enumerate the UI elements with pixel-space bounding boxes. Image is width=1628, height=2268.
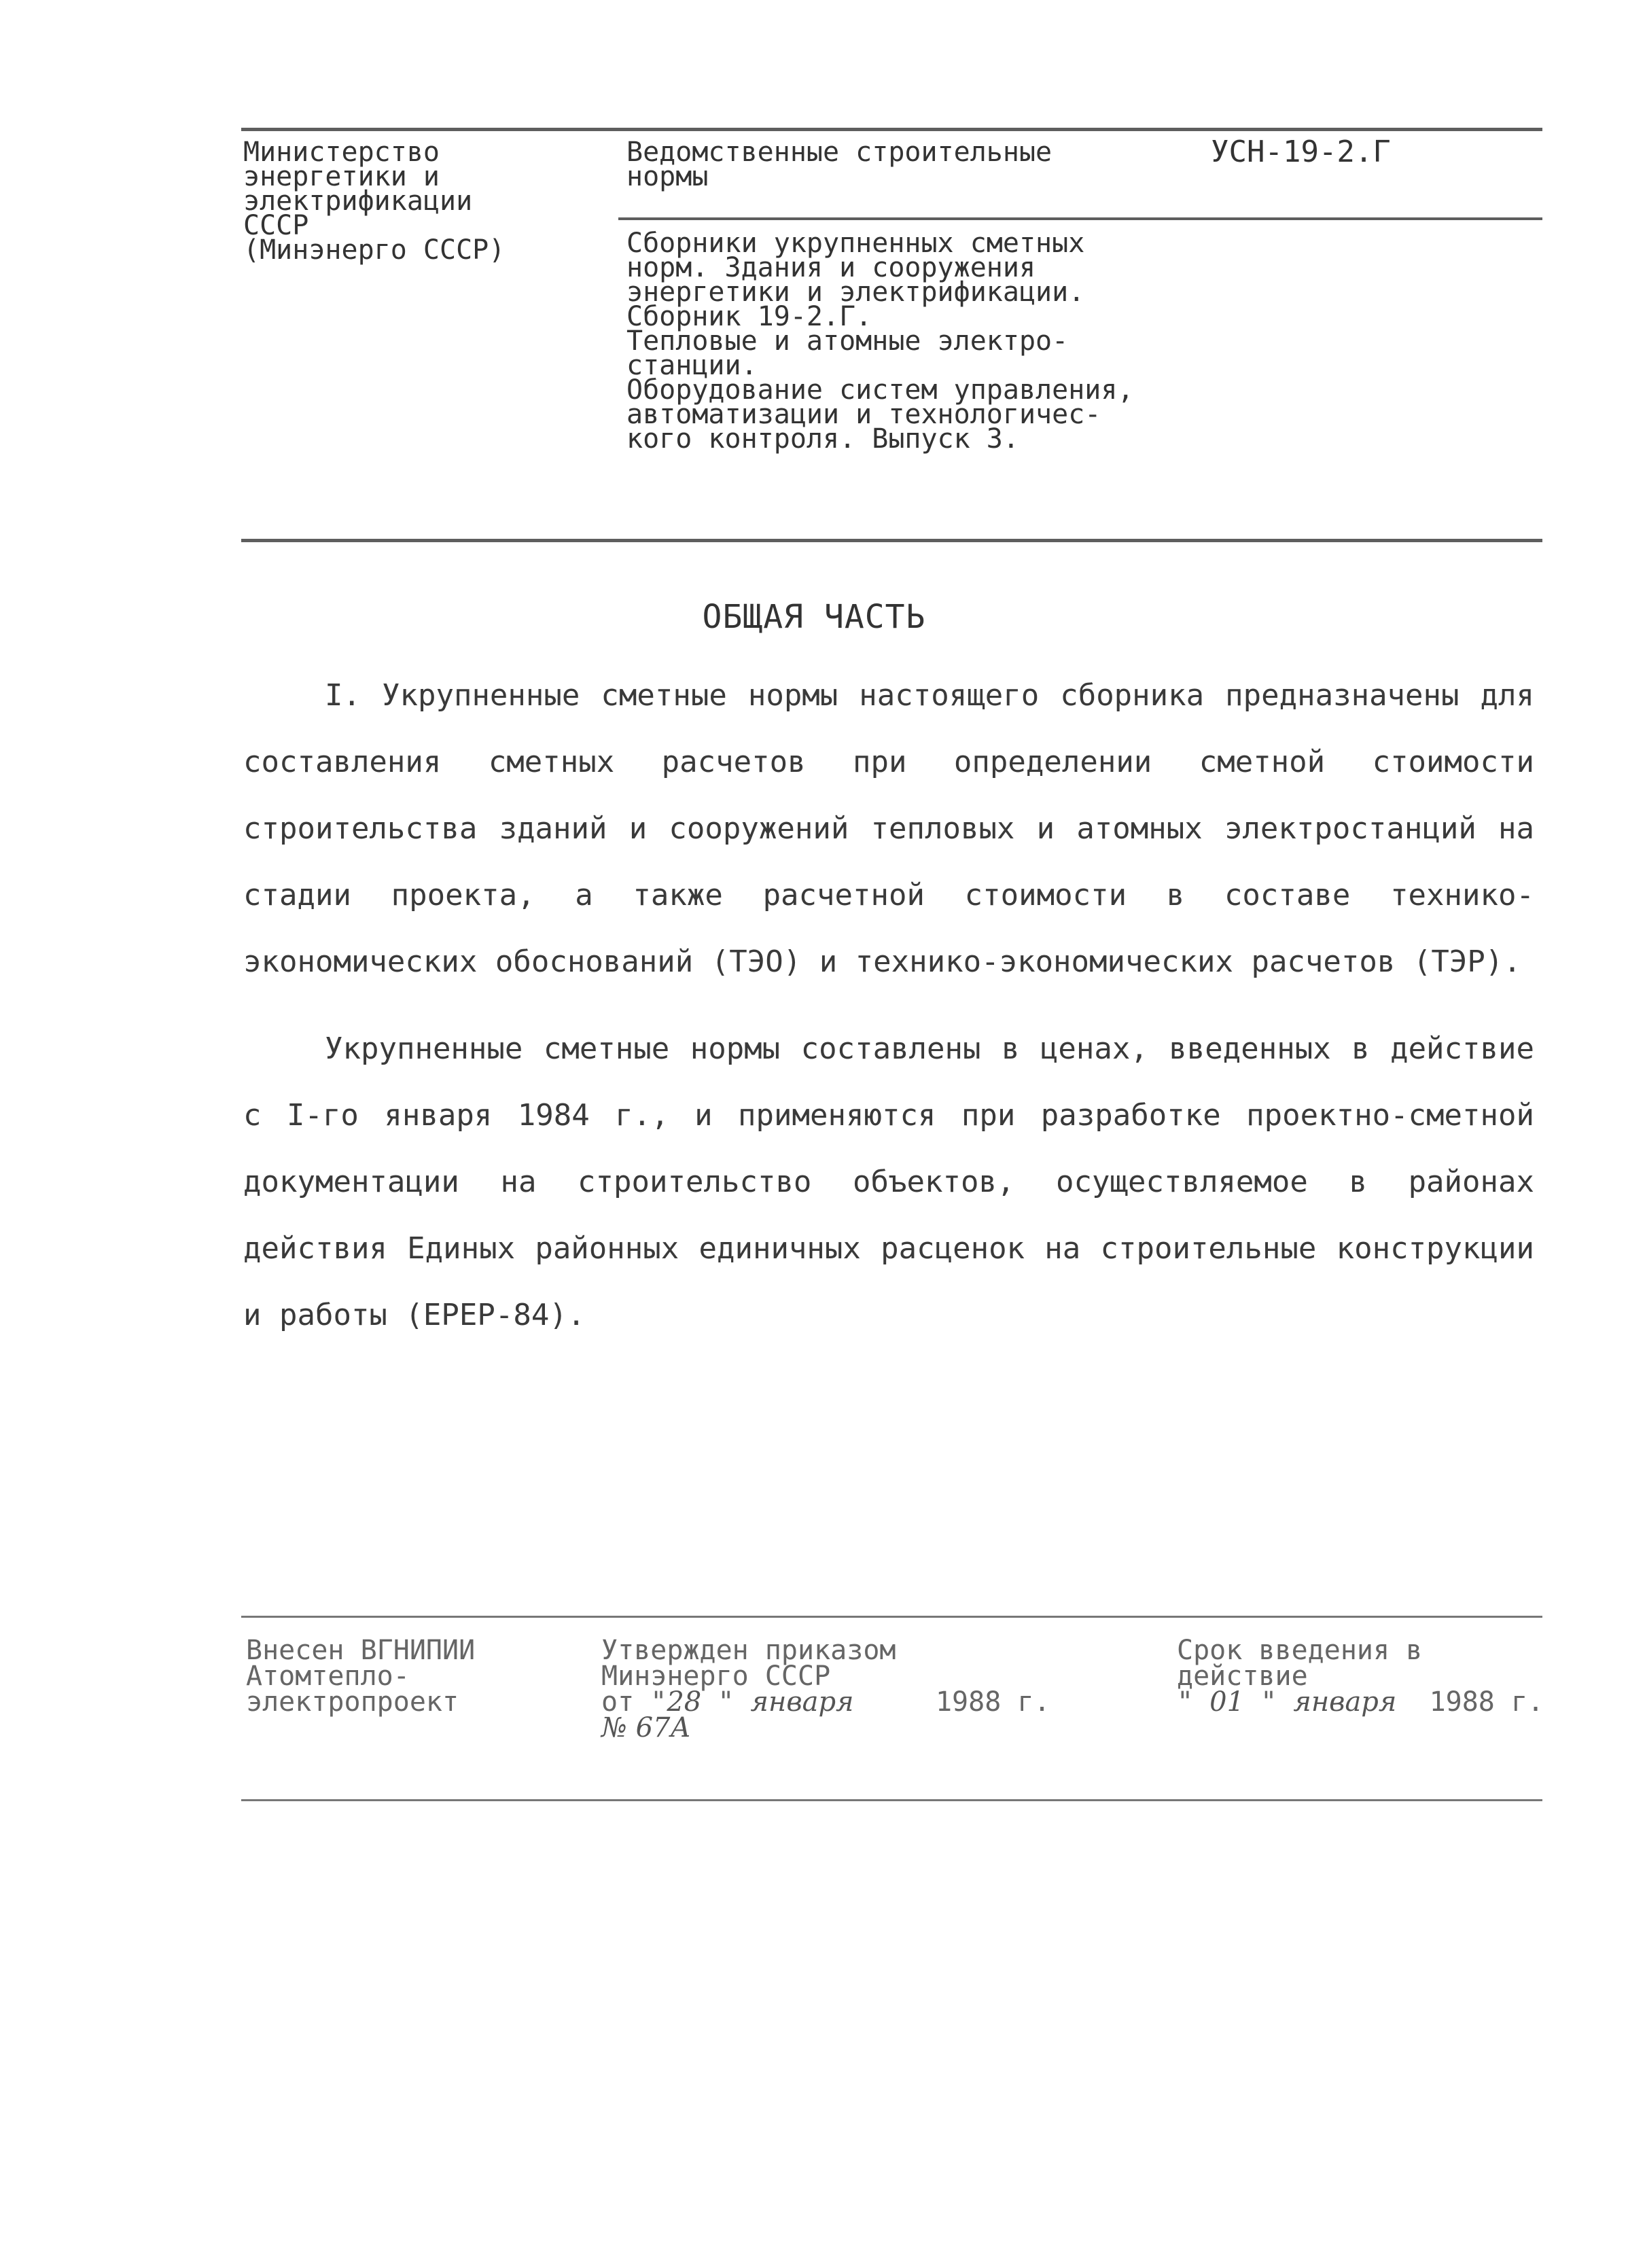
effective-date-block: Срок введения в действие " 01 " января 1988 г. — [1177, 1635, 1544, 1718]
collection-line: Сборник 19-2.Г. — [626, 301, 872, 332]
vsn-block — [626, 137, 1052, 192]
paragraph-text: I. Укрупненные сметные нормы настоящего сборника предназначены для составления сметных расчетов при определении сметной стоимости строительства зданий и сооружений тепловых и атомных электростанций на стадии проекта, а также расчетной стоимости в составе технико-экономических обоснований (ТЭО) и технико-экономических расчетов (ТЭР). — [243, 678, 1534, 979]
header-divider — [618, 217, 1542, 220]
collection-line: Тепловые и атомные электро- — [626, 325, 1069, 357]
approved-from: от " — [601, 1686, 667, 1718]
footer-bottom-rule — [241, 1799, 1542, 1801]
introduced-by-block — [246, 1635, 476, 1718]
collection-block — [626, 228, 1134, 455]
ministry-line: Министерство — [243, 137, 440, 168]
collection-line: станции. — [626, 350, 758, 381]
vsn-line: нормы — [626, 161, 709, 192]
effective-year: 1988 г. — [1429, 1686, 1544, 1718]
section-title: ОБЩАЯ ЧАСТЬ — [702, 598, 926, 636]
introduced-line: Атомтеплo- — [246, 1661, 410, 1692]
document-code: УСН-19-2.Г — [1211, 135, 1391, 169]
vsn-line: Ведомственные строительные — [626, 137, 1052, 168]
top-rule — [241, 128, 1542, 131]
effective-day: 01 — [1209, 1686, 1245, 1718]
approved-year: 1988 г. — [935, 1686, 1050, 1718]
collection-line: кого контроля. Выпуск 3. — [626, 423, 1019, 455]
introduced-line: Внесен ВГНИПИИ — [246, 1635, 476, 1666]
header-bottom-rule — [241, 539, 1542, 542]
footer-top-rule — [241, 1616, 1542, 1618]
approved-month: января — [750, 1686, 854, 1718]
approved-number: № 67А — [601, 1712, 691, 1743]
paragraph-2 — [243, 1016, 1534, 1349]
approved-line: Утвержден приказом — [601, 1635, 896, 1666]
collection-line: Сборники укрупненных сметных — [626, 228, 1085, 259]
introduced-line: электропроект — [246, 1686, 459, 1718]
ministry-line: электрификации — [243, 185, 473, 217]
collection-line: энергетики и электрификации. — [626, 277, 1085, 308]
paragraph-text: Укрупненные сметные нормы составлены в ценах, введенных в действие с I-го января 1984 г., и применяются при разработке проектно-сметной документации на строительство объектов, осуществляемое в районах действия Единых районных единичных расценок на строительные конструкции и работы (ЕРЕР-84). — [243, 1031, 1534, 1332]
effective-line: Срок введения в — [1177, 1635, 1423, 1666]
collection-line: Оборудование систем управления, — [626, 374, 1134, 406]
approved-block: Утвержден приказом Минэнерго СССР от "28 " января 1988 г. № 67А — [601, 1635, 1050, 1743]
collection-line: норм. Здания и сооружения — [626, 252, 1036, 283]
ministry-line: СССР — [243, 210, 309, 241]
approved-line: Минэнерго СССР — [601, 1661, 831, 1692]
paragraph-1 — [243, 662, 1534, 995]
collection-line: автоматизации и технологичес- — [626, 399, 1101, 430]
ministry-line: энергетики и — [243, 161, 440, 192]
ministry-line: (Минэнерго СССР) — [243, 234, 506, 266]
effective-line: действие — [1177, 1661, 1308, 1692]
approved-day: 28 — [667, 1686, 702, 1718]
effective-month: января — [1293, 1686, 1397, 1718]
ministry-block — [243, 137, 506, 266]
